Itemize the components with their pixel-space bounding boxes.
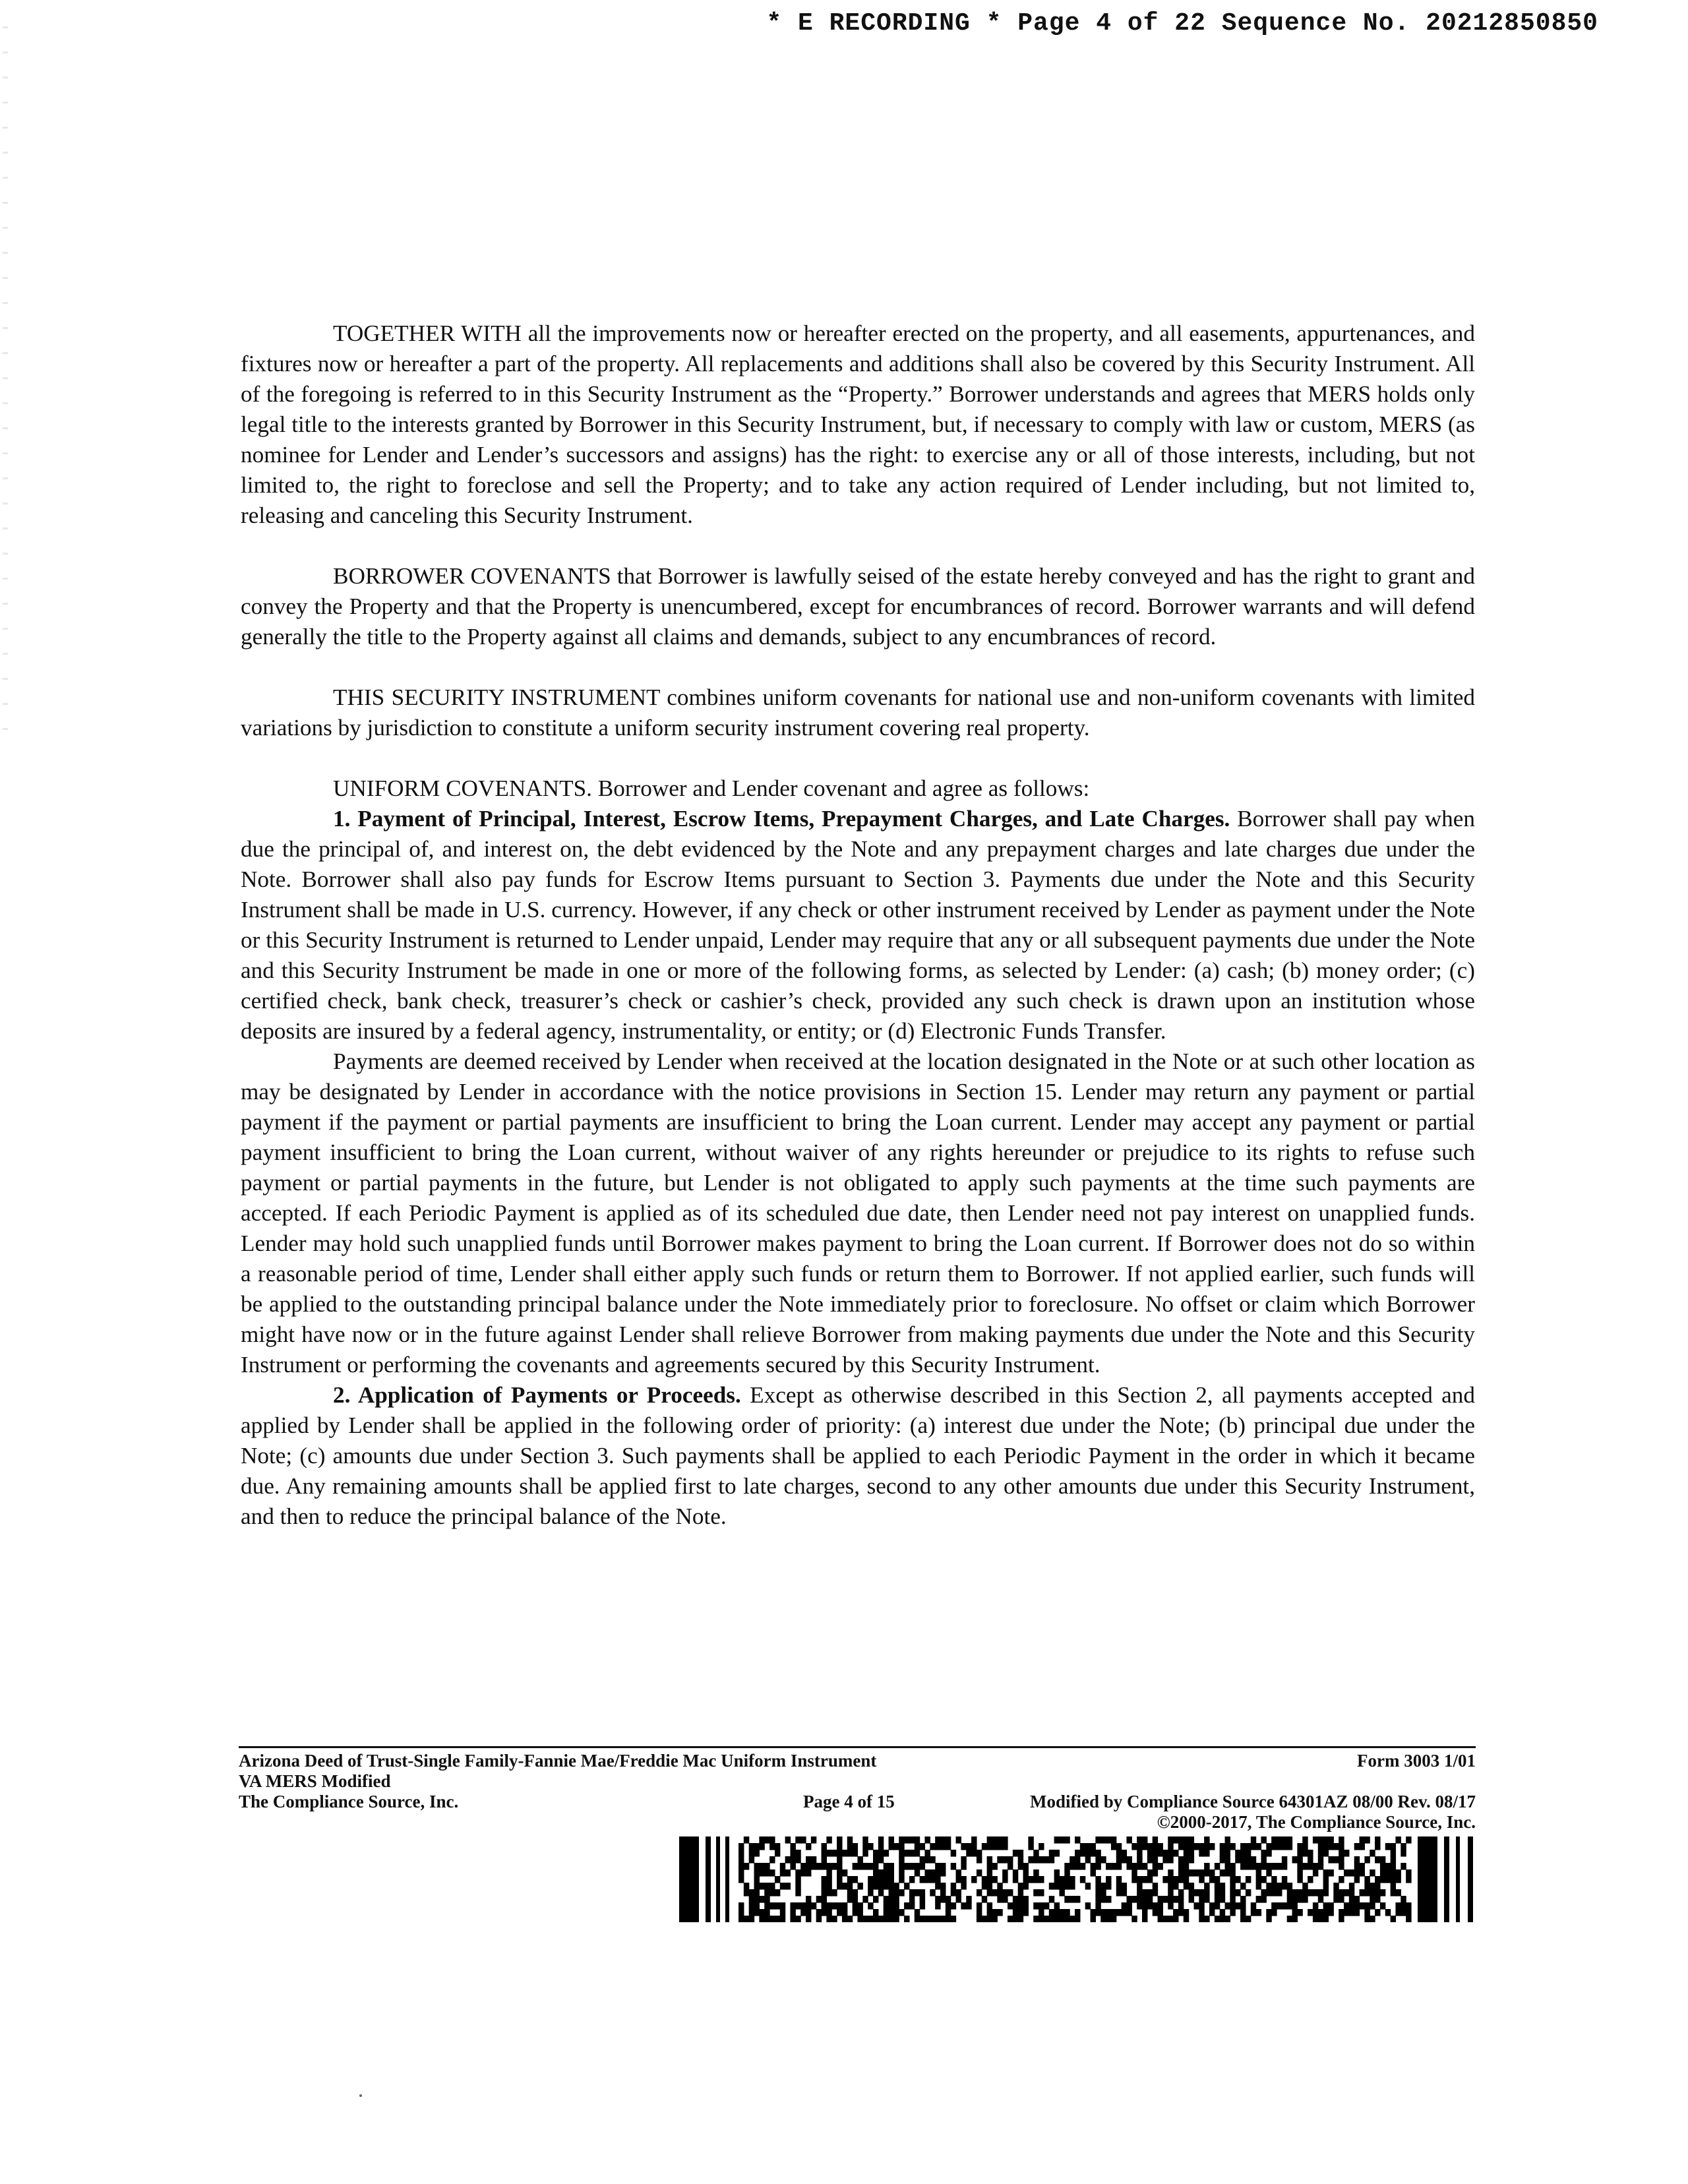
footer-row-1	[239, 1751, 1476, 1771]
paragraph-payments-received: Payments are deemed received by Lender when received at the location designated in the Note or at such other location as may be designated by Lender in accordance with the notice provisions in Section 15. Lender may return any payment or partial payment if the payment or partial payments are insufficient to bring the Loan current. Lender may accept any payment or partial payment insufficient to bring the Loan current, without waiver of any rights hereunder or prejudice to its rights to refuse such payment or partial payments in the future, but Lender is not obligated to apply such payments at the time such payments are accepted. If each Periodic Payment is applied as of its scheduled due date, then Lender need not pay interest on unapplied funds. Lender may hold such unapplied funds until Borrower makes payment to bring the Loan current. If Borrower does not do so within a reasonable period of time, Lender shall either apply such funds or return them to Borrower. If not applied earlier, such funds will be applied to the outstanding principal balance under the Note immediately prior to foreclosure. No offset or claim which Borrower might have now or in the future against Lender shall relieve Borrower from making payments due under the Note and this Security Instrument or performing the covenants and agreements secured by this Security Instrument.	[241, 1048, 1475, 1378]
barcode-icon	[679, 1836, 1474, 1922]
section-2-heading: 2. Application of Payments or Proceeds.	[333, 1382, 741, 1408]
footer-row-3	[239, 1792, 1476, 1812]
footer-row-2	[239, 1771, 1476, 1792]
section-2-text: Except as otherwise described in this Section 2, all payments accepted and applied by Lender shall be applied in the following order of priority: (a) interest due under the Note; (b) principal due under the Note; (c) amounts due under Section 3. Such payments shall be applied to each Periodic Payment in the order in which it became due. Any remaining amounts shall be applied first to late charges, second to any other amounts due under this Security Instrument, and then to reduce the principal balance of the Note.	[241, 1382, 1475, 1529]
form-number: Form 3003 1/01	[1357, 1751, 1476, 1771]
modified-by: Modified by Compliance Source 64301AZ 08/00 Rev. 08/17	[1029, 1792, 1476, 1811]
section-2	[241, 1380, 1475, 1532]
scan-edge-artifact	[3, 26, 8, 752]
paragraph-security-instrument: THIS SECURITY INSTRUMENT combines uniform covenants for national use and non-uniform covenants with limited variations by jurisdiction to constitute a uniform security instrument covering real property.	[241, 684, 1475, 741]
footer-divider	[239, 1746, 1476, 1748]
form-title: Arizona Deed of Trust-Single Family-Fannie Mae/Freddie Mac Uniform Instrument	[239, 1751, 877, 1771]
section-1-text: Borrower shall pay when due the principal of, and interest on, the debt evidenced by the Note and any prepayment charges and late charges due under the Note. Borrower shall also pay funds for Escrow Items pursuant to Section 3. Payments due under the Note and this Security Instrument shall be made in U.S. currency. However, if any check or other instrument received by Lender as payment under the Note or this Security Instrument is returned to Lender unpaid, Lender may require that any or all subsequent payments due under the Note and this Security Instrument be made in one or more of the following forms, as selected by Lender: (a) cash; (b) money order; (c) certified check, bank check, treasurer’s check or cashier’s check, provided any such check is drawn upon an institution whose deposits are insured by a federal agency, instrumentality, or entity; or (d) Electronic Funds Transfer.	[241, 806, 1475, 1044]
paragraph-together-with: TOGETHER WITH all the improvements now or hereafter erected on the property, and all easements, appurtenances, and fixtures now or hereafter a part of the property. All replacements and additions shall also be covered by this Security Instrument. All of the foregoing is referred to in this Security Instrument as the “Property.” Borrower understands and agrees that MERS holds only legal title to the interests granted by Borrower in this Security Instrument, but, if necessary to comply with law or custom, MERS (as nominee for Lender and Lender’s successors and assigns) has the right: to exercise any or all of those interests, including, but not limited to, the right to foreclose and sell the Property; and to take any action required of Lender including, but not limited to, releasing and canceling this Security Instrument.	[241, 320, 1475, 528]
section-1-heading: 1. Payment of Principal, Interest, Escrow Items, Prepayment Charges, and Late Charges.	[333, 806, 1230, 832]
form-modification: VA MERS Modified	[239, 1771, 391, 1791]
form-footer	[239, 1746, 1476, 1833]
company-name: The Compliance Source, Inc.	[239, 1792, 459, 1811]
section-1	[241, 804, 1475, 1046]
copyright: ©2000-2017, The Compliance Source, Inc.	[1157, 1812, 1476, 1832]
scan-speck	[359, 2094, 362, 2097]
paragraph-uniform-covenants: UNIFORM COVENANTS. Borrower and Lender covenant and agree as follows:	[333, 775, 1090, 801]
paragraph-borrower-covenants: BORROWER COVENANTS that Borrower is lawfully seised of the estate hereby conveyed and has the right to grant and convey the Property and that the Property is unencumbered, except for encumbrances of record. Borrower warrants and will defend generally the title to the Property against all claims and demands, subject to any encumbrances of record.	[241, 563, 1475, 650]
recording-header: * E RECORDING * Page 4 of 22 Sequence No. 20212850850	[766, 9, 1598, 38]
page-number: Page 4 of 15	[803, 1792, 895, 1811]
document-body	[241, 318, 1475, 1532]
footer-row-4	[239, 1812, 1476, 1833]
